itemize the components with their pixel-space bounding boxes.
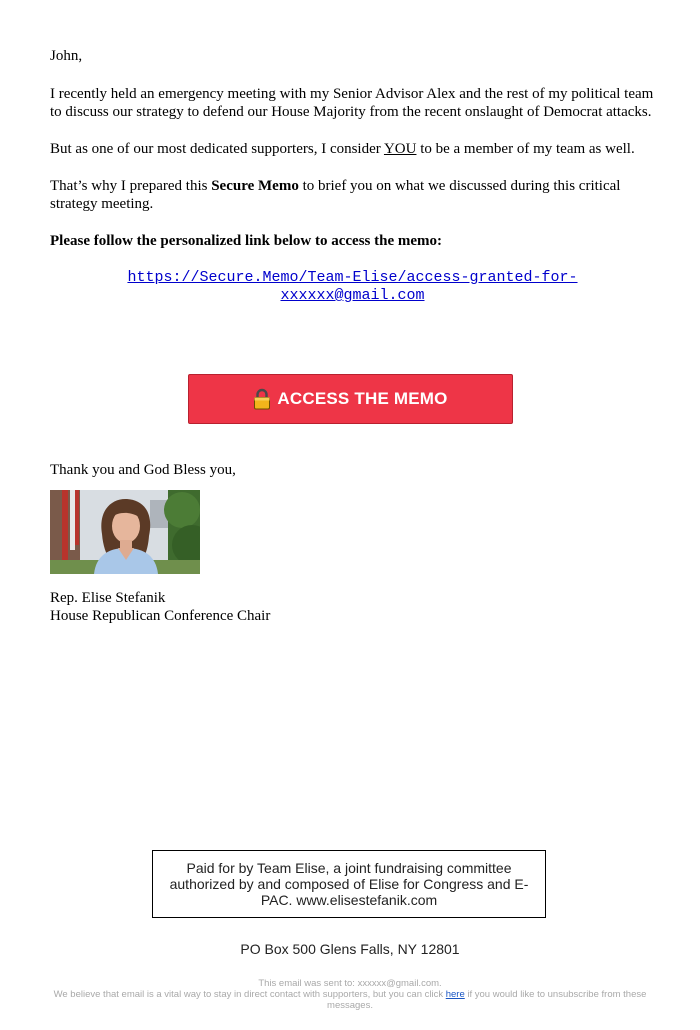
access-memo-button[interactable] [188, 374, 513, 424]
memo-link[interactable]: https://Secure.Memo/Team-Elise/access-granted-for-xxxxxx@gmail.com [127, 269, 578, 304]
memo-link-container [50, 269, 655, 305]
paragraph-memo [50, 177, 655, 213]
text-segment: We believe that email is a vital way to stay in direct contact with supporters, but you can click [53, 989, 446, 1000]
signer-title: House Republican Conference Chair [50, 608, 271, 624]
greeting: John, [50, 48, 83, 64]
access-memo-label: ACCESS THE MEMO [277, 389, 448, 408]
text-segment: But as one of our most dedicated supporters, I consider [50, 141, 384, 157]
lock-icon [253, 388, 271, 410]
text-segment: to brief you on what we discussed during this critical strategy meeting. [50, 178, 621, 212]
unsubscribe-line [40, 989, 660, 1011]
portrait-image [50, 490, 200, 574]
text-segment: to be a member of my team as well. [416, 141, 635, 157]
portrait-photo [50, 490, 200, 574]
sent-to-line: This email was sent to: xxxxxx@gmail.com. [258, 978, 442, 989]
signer-name: Rep. Elise Stefanik [50, 590, 166, 606]
text-segment: if you would like to unsubscribe from these messages. [327, 989, 647, 1011]
secure-memo-bold: Secure Memo [211, 178, 299, 194]
link-instruction: Please follow the personalized link below to access the memo: [50, 233, 443, 249]
letter-body [50, 47, 655, 305]
mailing-address: PO Box 500 Glens Falls, NY 12801 [240, 941, 460, 957]
paid-for-disclaimer [152, 850, 546, 918]
unsubscribe-link[interactable]: here [445, 989, 465, 1000]
paragraph-meeting: I recently held an emergency meeting with my Senior Advisor Alex and the rest of my political team to discuss our strategy to defend our House Majority from the recent onslaught of Democrat attacks. [50, 86, 654, 120]
paid-for-text: Paid for by Team Elise, a joint fundraising committee authorized by and composed of Elise for Congress and E-PAC. www.elisestefanik.com [169, 860, 529, 908]
paragraph-supporter [50, 140, 655, 158]
email-footer [40, 978, 660, 1011]
text-segment: That’s why I prepared this [50, 178, 212, 194]
signature-block [50, 589, 270, 625]
thanks-line: Thank you and God Bless you, [50, 462, 236, 478]
emphasis-you: YOU [383, 141, 417, 157]
